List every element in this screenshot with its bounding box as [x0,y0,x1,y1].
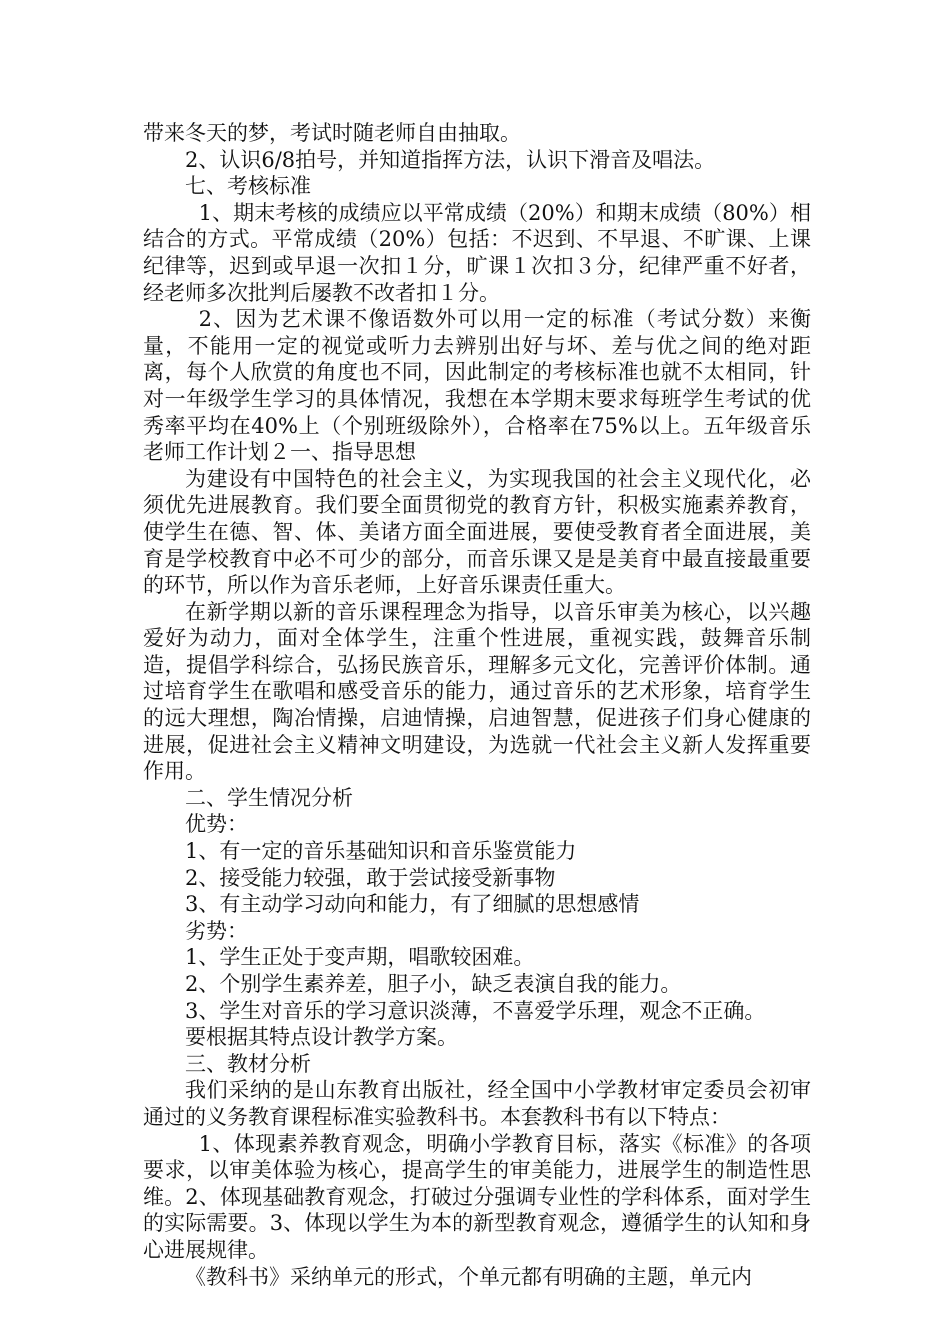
strength-item-1: 1、有一定的音乐基础知识和音乐鉴赏能力 [185,839,577,864]
paragraph-item-2: 2、认识6/8拍号，并知道指挥方法，认识下滑音及唱法。 [185,147,716,172]
section-heading-textbook: 三、教材分析 [185,1051,311,1076]
weakness-item-2: 2、个别学生素养差，胆子小，缺乏表演自我的能力。 [185,972,682,996]
paragraph-textbook-intro: 我们采纳的是山东教育出版社，经全国中小学教材审定委员会初审通过的义务教育课程标准实验教科书。本套教科书有以下特点： [143,1078,811,1129]
strengths-label: 优势： [185,812,248,837]
paragraph-continuation: 带来冬天的梦，考试时随老师自由抽取。 [143,121,521,145]
weakness-item-1: 1、学生正处于变声期，唱歌较困难。 [185,945,535,970]
paragraph-plan-note: 要根据其特点设计教学方案。 [185,1025,458,1050]
strength-item-2: 2、接受能力较强，敢于尝试接受新事物 [185,865,556,890]
paragraph-assessment-2: 2、因为艺术课不像语数外可以用一定的标准（考试分数）来衡量，不能用一定的视觉或听力去辨别出好与坏、差与优之间的绝对距离，每个人欣赏的角度也不同，因此制定的考核标准也就不太相同，针对一年级学生学习的具体情况，我想在本学期末要求每班学生考试的优秀率平均在40%上（个别班级除外），合格率在75%以上。五年级音乐老师工作计划２一、指导思想 [143,307,811,465]
weakness-item-3: 3、学生对音乐的学习意识淡薄，不喜爱学乐理，观念不正确。 [185,998,766,1023]
document-body [143,120,811,1290]
paragraph-guiding-2: 在新学期以新的音乐课程理念为指导，以音乐审美为核心，以兴趣爱好为动力，面对全体学生，注重个性进展，重视实践，鼓舞音乐制造，提倡学科综合，弘扬民族音乐，理解多元文化，完善评价体制。通过培育学生在歌唱和感受音乐的能力，通过音乐的艺术形象，培育学生的远大理想，陶冶情操，启迪情操，启迪智慧，促进孩子们身心健康的进展，促进社会主义精神文明建设，为选就一代社会主义新人发挥重要作用。 [143,599,811,784]
section-heading-assessment: 七、考核标准 [185,174,311,199]
paragraph-guiding-1: 为建设有中国特色的社会主义，为实现我国的社会主义现代化，必须优先进展教育。我们要全面贯彻党的教育方针，积极实施素养教育，使学生在德、智、体、美诸方面全面进展，要使受教育者全面进展，美育是学校教育中必不可少的部分，而音乐课又是是美育中最直接最重要的环节，所以作为音乐老师，上好音乐课责任重大。 [143,466,811,598]
section-heading-student-analysis: 二、学生情况分析 [185,785,353,810]
paragraph-textbook-units: 《教科书》采纳单元的形式，个单元都有明确的主题，单元内 [185,1264,752,1289]
paragraph-textbook-features: 1、体现素养教育观念，明确小学教育目标，落实《标准》的各项要求，以审美体验为核心，提高学生的审美能力，进展学生的制造性思维。2、体现基础教育观念，打破过分强调专业性的学科体系，面对学生的实际需要。3、体现以学生为本的新型教育观念，遵循学生的认知和身心进展规律。 [143,1131,811,1262]
weaknesses-label: 劣势： [185,918,248,943]
paragraph-assessment-1: 1、期末考核的成绩应以平常成绩（20%）和期末成绩（80%）相结合的方式。平常成绩（20%）包括：不迟到、不早退、不旷课、上课纪律等，迟到或早退一次扣１分，旷课１次扣３分，纪律严重不好者，经老师多次批判后屡教不改者扣１分。 [143,200,811,305]
strength-item-3: 3、有主动学习动向和能力，有了细腻的思想感情 [185,892,640,917]
